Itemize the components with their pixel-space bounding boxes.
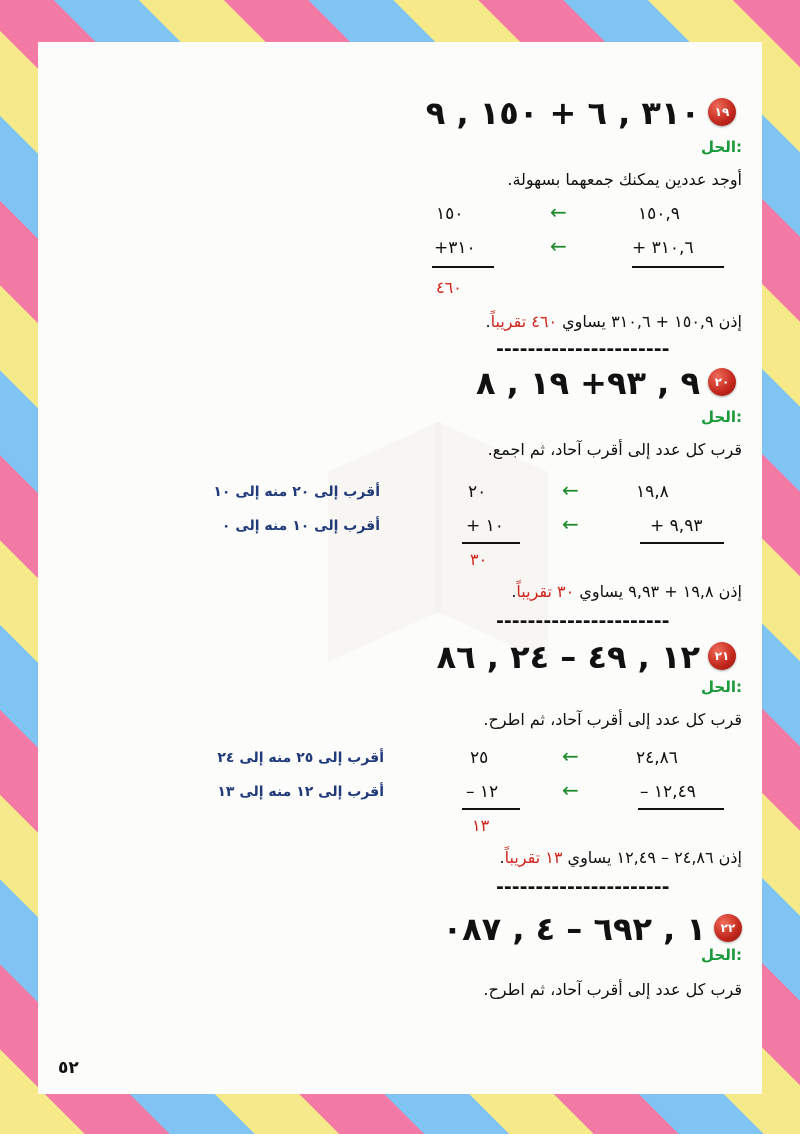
original-row1-19: ١٥٠,٩ xyxy=(638,204,680,224)
instruction-20: قرب كل عدد إلى أقرب آحاد، ثم اجمع. xyxy=(487,440,742,459)
rounded-row1-21: ٢٥ xyxy=(470,748,489,768)
rounding-note-21-1: أقرب إلى ٢٥ منه إلى ٢٤ xyxy=(217,750,384,766)
original-row2-19: + ٣١٠,٦ xyxy=(632,238,694,258)
solution-label: الحل: xyxy=(701,946,742,964)
instruction-21: قرب كل عدد إلى أقرب آحاد، ثم اطرح. xyxy=(483,710,742,729)
arrow-icon: ← xyxy=(562,478,579,502)
result-21: ١٣ xyxy=(472,816,490,835)
sum-line xyxy=(462,542,520,544)
rounded-row2-20: + ١٠ xyxy=(466,516,504,536)
conclusion-21 xyxy=(500,848,742,867)
instruction-22: قرب كل عدد إلى أقرب آحاد، ثم اطرح. xyxy=(483,980,742,999)
solution-label: الحل: xyxy=(701,678,742,696)
rounding-note-21-2: أقرب إلى ١٢ منه إلى ١٣ xyxy=(217,784,384,800)
rounded-row1-20: ٢٠ xyxy=(468,482,487,502)
conclusion-text: إذن ١٥٠,٩ + ٣١٠,٦ يساوي xyxy=(562,312,742,331)
sum-line xyxy=(632,266,724,268)
separator-dashes: ---------------------- xyxy=(496,338,670,360)
arrow-icon: ← xyxy=(550,234,567,258)
rounding-note-20-1: أقرب إلى ٢٠ منه إلى ١٠ xyxy=(213,484,380,500)
page-number: ٥٢ xyxy=(58,1058,79,1078)
problem-expression-21: ١٢ , ٤٩ – ٢٤ , ٨٦ xyxy=(436,638,700,676)
conclusion-19 xyxy=(486,312,742,331)
problem-badge-21: ٢١ xyxy=(708,642,736,670)
problem-expression-20: ٩ , ٩٣+ ١٩ , ٨ xyxy=(475,364,700,402)
rounded-row2-19: +٣١٠ xyxy=(434,238,476,258)
instruction-19: أوجد عددين يمكنك جمعهما بسهولة. xyxy=(507,170,742,189)
rounded-row1-19: ١٥٠ xyxy=(436,204,464,224)
problem-expression-22: ١ , ٦٩٢ – ٤ , ٠٨٧ xyxy=(442,910,706,948)
original-row2-21: – ١٢,٤٩ xyxy=(640,782,696,802)
arrow-icon: ← xyxy=(562,744,579,768)
original-row1-20: ١٩,٨ xyxy=(636,482,669,502)
separator-dashes: ---------------------- xyxy=(496,610,670,632)
problem-badge-20: ٢٠ xyxy=(708,368,736,396)
problem-expression-19: ٣١٠ , ٦ + ١٥٠ , ٩ xyxy=(425,94,700,132)
difference-line xyxy=(638,808,724,810)
rounding-note-20-2: أقرب إلى ١٠ منه إلى ٠ xyxy=(221,518,380,534)
separator-dashes: ---------------------- xyxy=(496,876,670,898)
conclusion-text: إذن ٢٤,٨٦ – ١٢,٤٩ يساوي xyxy=(567,848,742,867)
conclusion-20 xyxy=(511,582,742,601)
conclusion-period: . xyxy=(511,582,517,601)
conclusion-value: ٤٦٠ تقريباً xyxy=(490,312,558,331)
conclusion-text: إذن ١٩,٨ + ٩,٩٣ يساوي xyxy=(579,582,742,601)
result-19: ٤٦٠ xyxy=(436,278,462,297)
worksheet-page xyxy=(38,42,762,1094)
solution-label: الحل: xyxy=(701,408,742,426)
arrow-icon: ← xyxy=(562,512,579,536)
arrow-icon: ← xyxy=(550,200,567,224)
arrow-icon: ← xyxy=(562,778,579,802)
original-row2-20: + ٩,٩٣ xyxy=(650,516,703,536)
conclusion-value: ١٣ تقريباً xyxy=(504,848,563,867)
sum-line xyxy=(432,266,494,268)
conclusion-period: . xyxy=(499,848,505,867)
original-row1-21: ٢٤,٨٦ xyxy=(636,748,678,768)
rounded-row2-21: – ١٢ xyxy=(466,782,499,802)
result-20: ٣٠ xyxy=(470,550,488,569)
problem-badge-22: ٢٢ xyxy=(714,914,742,942)
problem-badge-19: ١٩ xyxy=(708,98,736,126)
conclusion-value: ٣٠ تقريباً xyxy=(516,582,575,601)
solution-label: الحل: xyxy=(701,138,742,156)
sum-line xyxy=(640,542,724,544)
conclusion-period: . xyxy=(485,312,491,331)
difference-line xyxy=(462,808,520,810)
